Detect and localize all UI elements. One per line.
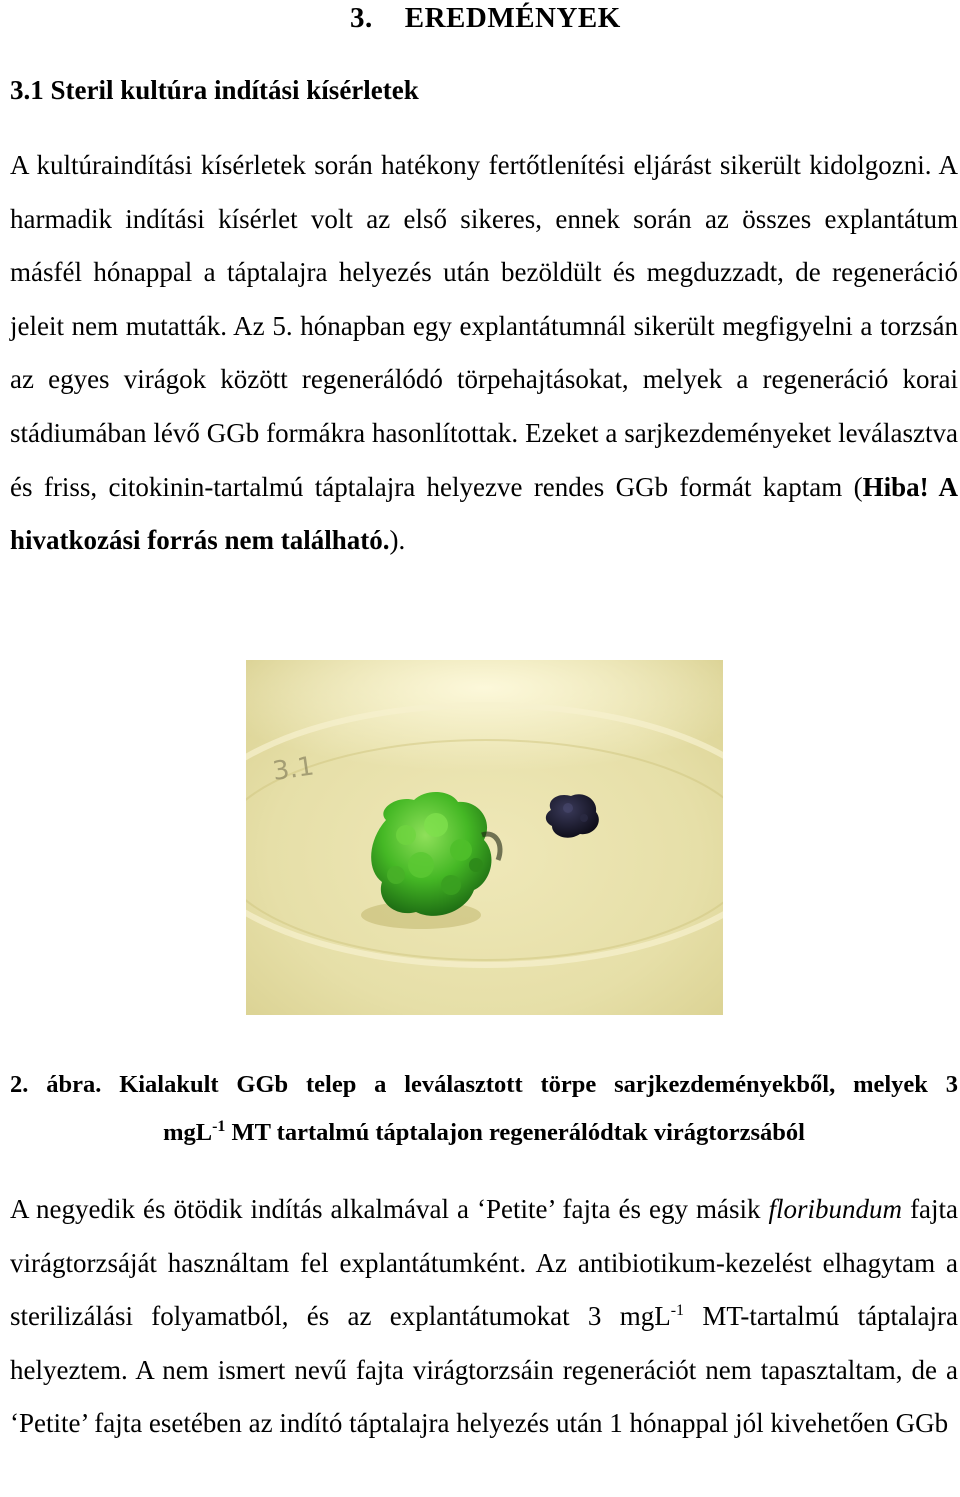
paragraph-2-text-c: MT-tartalmú táptalajra helyeztem. A nem ismert nevű fajta virágtorzsáin regenerációt nem tapasztaltam, de a ‘Petite’ fajta esetében az indító táptalajra helyezés után 1 hónappal jól kivehetően GGb [10, 1301, 958, 1439]
chapter-title: EREDMÉNYEK [404, 2, 621, 34]
paragraph-1-text: A kultúraindítási kísérletek során hatékony fertőtlenítési eljárást sikerült kidolgozni. A harmadik indítási kísérlet volt az első sikeres, ennek során az összes explantátum másfél hónappal a táptalajra helyezés után bezöldült és megduzzadt, de regeneráció jeleit nem mutatták. Az 5. hónapban egy explantátumnál sikerült megfigyelni a torzsán az egyes virágok között regenerálódó törpehajtásokat, melyek a regeneráció korai stádiumában lévő GGb formákra hasonlítottak. Ezeket a sarjkezdeményeket leválasztva és friss, citokinin-tartalmú táptalajra helyezve rendes GGb formát kaptam ( [10, 150, 958, 502]
chapter-heading [350, 2, 621, 35]
caption-superscript: -1 [212, 1117, 226, 1135]
paragraph-1-end: ). [389, 525, 406, 556]
caption-line-2 [163, 1119, 805, 1146]
paragraph-1 [10, 139, 958, 568]
figure-photo [246, 660, 723, 1015]
caption-unit: mgL [163, 1119, 213, 1146]
section-heading: 3.1 Steril kultúra indítási kísérletek [10, 75, 419, 105]
chapter-number: 3. [350, 2, 373, 34]
paragraph-2-text-a: A negyedik és ötödik indítás alkalmával a ‘Petite’ fajta és egy másik [10, 1194, 761, 1224]
paragraph-2-superscript: -1 [670, 1302, 685, 1320]
dark-callus [546, 794, 599, 838]
paragraph-2-text-b: fajta virágtorzsáját használtam fel explantátumként. Az antibiotikum-kezelést elhagytam a sterilizálási folyamatból, és az explantátumokat 3 mgL [10, 1194, 959, 1332]
reference-error: Hiba! A hivatkozási forrás nem található. [10, 471, 958, 556]
caption-text-1: Kialakult GGb telep a leválasztott törpe sarjkezdeményekből, melyek 3 [119, 1071, 959, 1098]
caption-label: 2. ábra. [10, 1071, 102, 1098]
figure-caption [10, 1061, 958, 1157]
paragraph-2 [10, 1183, 958, 1451]
photo-label: 3.1 [270, 751, 316, 787]
caption-text-2: MT tartalmú táptalajon regenerálódtak virágtorzsából [231, 1119, 805, 1146]
caption-line-1 [10, 1061, 958, 1109]
italic-term: floribundum [768, 1194, 903, 1224]
